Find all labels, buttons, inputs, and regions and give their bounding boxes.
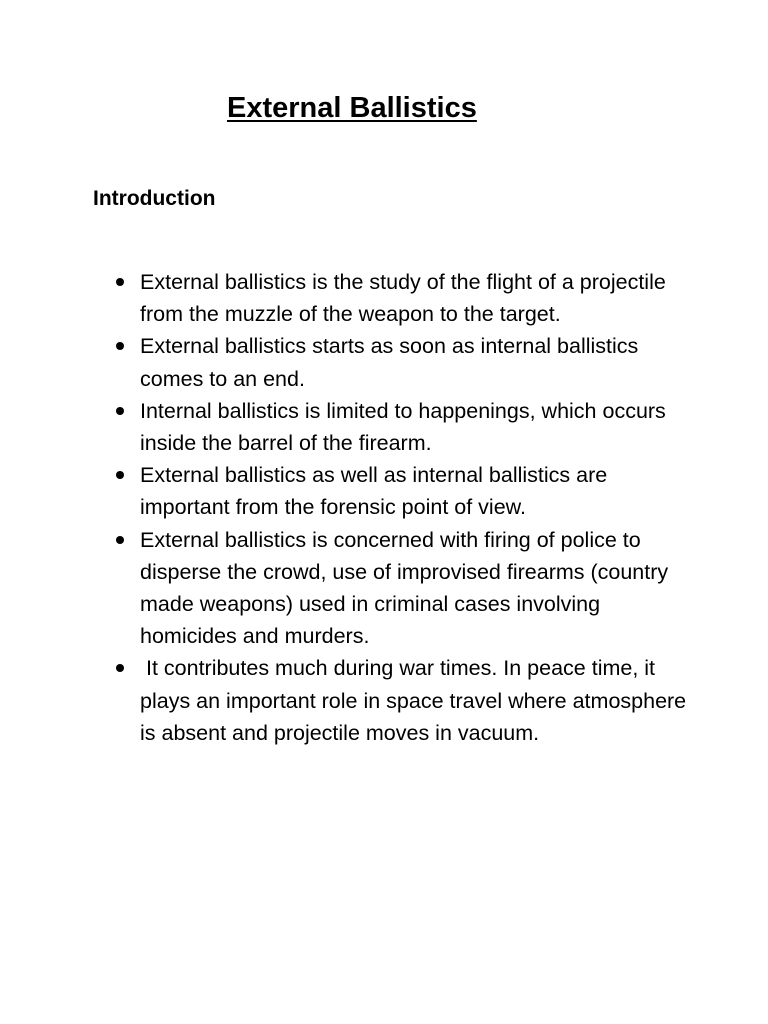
list-item bbox=[100, 459, 700, 523]
list-item-text: Internal ballistics is limited to happenings, which occurs inside the barrel of the firearm. bbox=[140, 398, 672, 456]
list-item bbox=[100, 652, 700, 749]
list-item-text: External ballistics starts as soon as internal ballistics comes to an end. bbox=[140, 334, 645, 391]
section-heading: Introduction bbox=[93, 187, 216, 210]
bullet-icon bbox=[116, 471, 124, 479]
list-item bbox=[100, 524, 700, 653]
bullet-list bbox=[100, 266, 700, 749]
list-item bbox=[100, 266, 700, 330]
bullet-icon bbox=[116, 536, 124, 544]
list-item-text: External ballistics is concerned with firing of police to disperse the crowd, use of improvised firearms (country made weapons) used in criminal cases involving homicides and murders. bbox=[140, 527, 675, 649]
bullet-icon bbox=[116, 342, 124, 350]
list-item-text: External ballistics as well as internal ballistics are important from the forensic point of view. bbox=[140, 463, 614, 520]
list-item bbox=[100, 395, 700, 459]
list-item bbox=[100, 330, 700, 394]
bullet-icon bbox=[116, 407, 124, 415]
bullet-icon bbox=[116, 278, 124, 286]
list-item-text: It contributes much during war times. In peace time, it plays an important role in space travel where atmosphere is absent and projectile moves in vacuum. bbox=[140, 656, 693, 745]
bullet-icon bbox=[116, 664, 124, 672]
list-item-text: External ballistics is the study of the flight of a projectile from the muzzle of the weapon to the target. bbox=[140, 270, 672, 327]
document-title: External Ballistics bbox=[227, 92, 477, 124]
